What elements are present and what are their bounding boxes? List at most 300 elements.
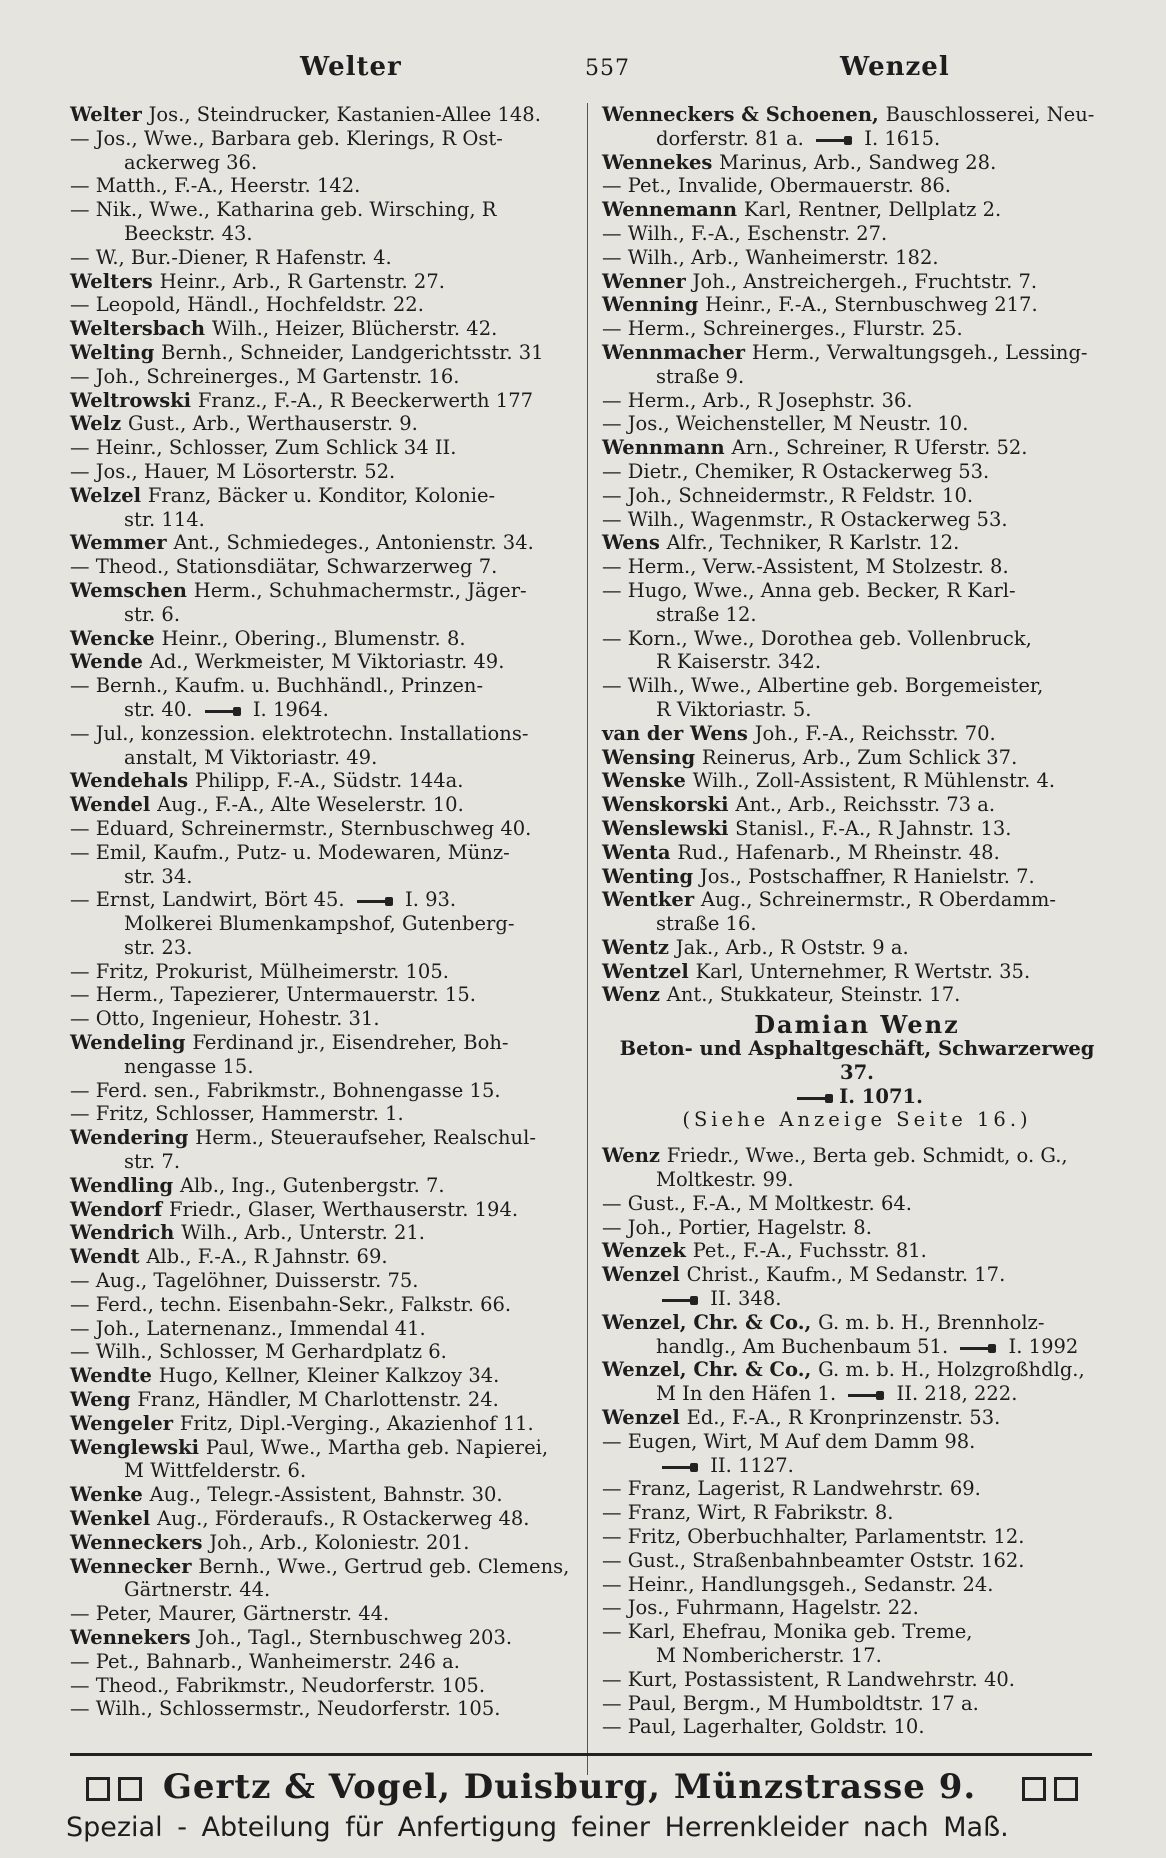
entry-first-line xyxy=(602,1715,1112,1739)
entry-continuation xyxy=(70,603,570,627)
directory-entry xyxy=(70,1364,570,1388)
entry-text: — Ferd. sen., Fabrikmstr., Bohnengasse 15. xyxy=(70,1078,501,1102)
directory-entry xyxy=(602,174,1112,198)
entry-surname: Wende xyxy=(70,650,150,674)
entry-continuation xyxy=(602,698,1112,722)
directory-entry xyxy=(70,103,570,127)
entry-first-line xyxy=(602,865,1112,889)
entry-text: M Wittfelderstr. 6. xyxy=(124,1459,307,1483)
entry-text: — Wilh., Schlossermstr., Neudorferstr. 105. xyxy=(70,1697,501,1721)
footer-advert-tagline: Spezial - Abteilung für Anfertigung feiner Herrenkleider nach Maß. xyxy=(66,1812,1009,1843)
entry-first-line xyxy=(70,1269,570,1293)
entry-text: Arn., Schreiner, R Uferstr. 52. xyxy=(731,436,1028,460)
entry-first-line xyxy=(70,1483,570,1507)
entry-text: M Nombericherstr. 17. xyxy=(656,1644,882,1667)
directory-entry xyxy=(602,1263,1112,1311)
entry-text: — Karl, Ehefrau, Monika geb. Treme, xyxy=(602,1620,973,1644)
advert-subtitle: Beton- und Asphaltgeschäft, Schwarzerweg 37. xyxy=(619,1037,1095,1084)
directory-entry xyxy=(70,1102,570,1126)
directory-entry xyxy=(70,365,570,389)
entry-first-line xyxy=(70,1340,570,1364)
entry-text: str. 34. xyxy=(124,864,193,888)
entry-first-line xyxy=(70,1221,570,1245)
entry-text: R Kaiserstr. 342. xyxy=(656,650,822,674)
entry-text: — Aug., Tagelöhner, Duisserstr. 75. xyxy=(70,1269,419,1293)
entry-text: anstalt, M Viktoriastr. 49. xyxy=(124,745,378,769)
left-column xyxy=(70,103,570,1721)
entry-surname: Wens xyxy=(602,531,667,555)
entry-text: — Korn., Wwe., Dorothea geb. Vollenbruck, xyxy=(602,626,1032,650)
directory-entry xyxy=(70,722,570,770)
entry-text: — Herm., Schreinerges., Flurstr. 25. xyxy=(602,317,963,341)
entry-text: Philipp, F.-A., Südstr. 144a. xyxy=(194,769,464,793)
entry-text: — Heinr., Handlungsgeh., Sedanstr. 24. xyxy=(602,1572,994,1596)
entry-first-line xyxy=(70,460,570,484)
entry-first-line xyxy=(70,627,570,651)
entry-text: Aug., Förderaufs., R Ostackerweg 48. xyxy=(157,1507,530,1531)
entry-surname: Welters xyxy=(70,269,160,293)
entry-first-line xyxy=(70,270,570,294)
entry-surname: Wennmacher xyxy=(602,340,752,364)
entry-text: — Joh., Schreinerges., M Gartenstr. 16. xyxy=(70,364,460,388)
entry-continuation xyxy=(70,151,570,175)
entry-surname: Wennmann xyxy=(602,436,732,460)
entry-surname: Welz xyxy=(70,412,128,436)
entry-first-line xyxy=(70,650,570,674)
directory-entry xyxy=(70,436,570,460)
entry-first-line xyxy=(602,460,1112,484)
entry-first-line xyxy=(602,817,1112,841)
entry-first-line xyxy=(70,841,570,865)
entry-text: Wilh., Heizer, Blücherstr. 42. xyxy=(211,317,498,341)
entry-surname: Wenzel xyxy=(602,1406,687,1430)
entry-first-line xyxy=(70,1198,570,1222)
entry-text: Gust., Arb., Werthauserstr. 9. xyxy=(128,412,418,436)
entry-first-line xyxy=(602,888,1112,912)
header-right-word: Wenzel xyxy=(840,52,950,82)
footer-advert-headline xyxy=(86,1767,1086,1807)
entry-text: Alfr., Techniker, R Karlstr. 12. xyxy=(666,531,960,555)
entry-text: Karl, Rentner, Dellplatz 2. xyxy=(743,198,1002,222)
entry-first-line xyxy=(602,412,1112,436)
entry-first-line xyxy=(602,1525,1112,1549)
entry-text: Jak., Arb., R Oststr. 9 a. xyxy=(675,935,909,959)
entry-surname: Wennekes xyxy=(602,150,720,174)
entry-first-line xyxy=(70,1007,570,1031)
directory-entry xyxy=(70,127,570,175)
directory-entry xyxy=(602,1692,1112,1716)
entry-surname: Wenneckers & Schoenen, xyxy=(602,103,886,126)
entry-surname: Wencke xyxy=(70,626,162,650)
entry-first-line xyxy=(602,627,1112,651)
entry-text: — Joh., Portier, Hagelstr. 8. xyxy=(602,1215,872,1239)
entry-first-line xyxy=(602,579,1112,603)
entry-surname: Wenneckers xyxy=(70,1530,210,1554)
entry-first-line xyxy=(602,198,1112,222)
page-header xyxy=(0,52,1166,92)
entry-text: Hugo, Kellner, Kleiner Kalkzoy 34. xyxy=(158,1364,500,1388)
entry-surname: Wennecker xyxy=(70,1554,199,1578)
entry-first-line xyxy=(602,1430,1112,1454)
entry-surname: Wemmer xyxy=(70,531,174,555)
entry-text: — Fritz, Oberbuchhalter, Parlamentstr. 12. xyxy=(602,1525,1025,1549)
directory-entry xyxy=(602,1144,1112,1192)
entry-first-line xyxy=(602,841,1112,865)
entry-text: straße 12. xyxy=(656,602,757,626)
entry-continuation xyxy=(602,365,1112,389)
directory-entry xyxy=(602,103,1112,151)
directory-entry xyxy=(70,246,570,270)
directory-entry xyxy=(70,793,570,817)
directory-entry xyxy=(70,1436,570,1484)
directory-entry xyxy=(602,936,1112,960)
directory-entry xyxy=(602,1216,1112,1240)
entry-first-line xyxy=(70,1436,570,1460)
entry-first-line xyxy=(70,1079,570,1103)
entry-text: II. 1127. xyxy=(656,1454,794,1477)
entry-continuation xyxy=(70,865,570,889)
directory-entry xyxy=(70,389,570,413)
entry-first-line xyxy=(602,484,1112,508)
directory-entry xyxy=(70,317,570,341)
telephone-icon xyxy=(848,1391,884,1400)
right-column xyxy=(602,103,1112,1739)
entry-first-line xyxy=(602,317,1112,341)
entry-first-line xyxy=(602,1311,1112,1335)
entry-first-line xyxy=(70,1364,570,1388)
entry-first-line xyxy=(602,1406,1112,1430)
entry-surname: Wennemann xyxy=(602,198,744,222)
directory-entry xyxy=(70,174,570,198)
entry-first-line xyxy=(602,1216,1112,1240)
entry-first-line xyxy=(70,103,570,127)
entry-first-line xyxy=(70,1697,570,1721)
entry-first-line xyxy=(602,1192,1112,1216)
directory-entry xyxy=(602,793,1112,817)
directory-entry xyxy=(602,983,1112,1007)
directory-entry xyxy=(602,960,1112,984)
entry-text: Bauschlosserei, Neu- xyxy=(885,103,1095,126)
directory-entry xyxy=(70,341,570,365)
directory-entry xyxy=(70,960,570,984)
entry-surname: Wentker xyxy=(602,888,701,912)
entry-first-line xyxy=(70,531,570,555)
entry-text: Molkerei Blumenkampshof, Gutenberg- xyxy=(124,912,515,936)
entry-text: G. m. b. H., Brennholz- xyxy=(818,1310,1045,1334)
entry-text: straße 16. xyxy=(656,912,757,936)
directory-entry xyxy=(70,198,570,246)
entry-continuation xyxy=(70,698,570,722)
entry-surname: Wenning xyxy=(602,293,706,317)
directory-entry xyxy=(70,1245,570,1269)
entry-text: ackerweg 36. xyxy=(124,150,258,174)
advert-title: Damian Wenz xyxy=(754,1010,960,1040)
entry-continuation xyxy=(602,912,1112,936)
entry-continuation xyxy=(602,1287,1112,1311)
directory-entry xyxy=(70,817,570,841)
directory-entry xyxy=(602,1501,1112,1525)
entry-text: — Theod., Stationsdiätar, Schwarzerweg 7. xyxy=(70,555,498,579)
entry-text: Beeckstr. 43. xyxy=(124,221,253,245)
entry-text: Joh., F.-A., Reichsstr. 70. xyxy=(754,721,996,745)
entry-text: nengasse 15. xyxy=(124,1054,254,1078)
entry-text: Heinr., Arb., R Gartenstr. 27. xyxy=(159,269,445,293)
entry-first-line xyxy=(70,412,570,436)
entry-first-line xyxy=(602,341,1112,365)
directory-entry xyxy=(602,1596,1112,1620)
entry-text: — Paul, Bergm., M Humboldtstr. 17 a. xyxy=(602,1691,979,1715)
directory-entry xyxy=(602,1620,1112,1668)
entry-continuation xyxy=(602,1168,1112,1192)
directory-entry xyxy=(602,1668,1112,1692)
entry-text: Bernh., Schneider, Landgerichtsstr. 31 xyxy=(161,340,544,364)
entry-text: — Herm., Verw.-Assistent, M Stolzestr. 8. xyxy=(602,555,1009,579)
directory-entry xyxy=(602,674,1112,722)
entry-first-line xyxy=(602,1358,1112,1382)
entry-text: — Dietr., Chemiker, R Ostackerweg 53. xyxy=(602,459,990,483)
directory-entry xyxy=(602,1311,1112,1359)
entry-first-line xyxy=(70,1317,570,1341)
entry-surname: Weltersbach xyxy=(70,317,212,341)
entry-first-line xyxy=(602,1263,1112,1287)
entry-continuation xyxy=(70,936,570,960)
entry-text: — Leopold, Händl., Hochfeldstr. 22. xyxy=(70,293,424,317)
entry-text: Karl, Unternehmer, R Wertstr. 35. xyxy=(695,959,1031,983)
entry-first-line xyxy=(70,817,570,841)
page-number: 557 xyxy=(585,56,630,81)
entry-surname: Wendrich xyxy=(70,1221,182,1245)
entry-first-line xyxy=(602,674,1112,698)
entry-text: — Peter, Maurer, Gärtnerstr. 44. xyxy=(70,1602,390,1626)
directory-entry xyxy=(602,270,1112,294)
entry-first-line xyxy=(70,579,570,603)
directory-entry xyxy=(70,1626,570,1650)
directory-entry xyxy=(70,888,570,959)
entry-surname: Wenz xyxy=(602,983,667,1007)
entry-text: — Hugo, Wwe., Anna geb. Becker, R Karl- xyxy=(602,578,1016,602)
entry-surname: Wenzek xyxy=(602,1239,693,1263)
directory-entry xyxy=(70,293,570,317)
entry-surname: Wenting xyxy=(602,864,700,888)
entry-surname: Wendte xyxy=(70,1364,159,1388)
entry-continuation xyxy=(70,508,570,532)
footer-rule xyxy=(70,1753,1092,1756)
entry-surname: Wenslewski xyxy=(602,816,736,840)
entry-text: Aug., Schreinermstr., R Oberdamm- xyxy=(700,888,1056,912)
directory-entry xyxy=(602,389,1112,413)
entry-first-line xyxy=(602,270,1112,294)
directory-entry xyxy=(602,817,1112,841)
directory-entry xyxy=(70,769,570,793)
entry-surname: Wentz xyxy=(602,935,676,959)
entry-first-line xyxy=(602,389,1112,413)
directory-entry xyxy=(602,865,1112,889)
entry-first-line xyxy=(70,174,570,198)
directory-entry xyxy=(70,1674,570,1698)
entry-text: Paul, Wwe., Martha geb. Napierei, xyxy=(205,1435,549,1459)
entry-first-line xyxy=(602,222,1112,246)
entry-text: Herm., Verwaltungsgeh., Lessing- xyxy=(751,340,1088,364)
directory-entry xyxy=(602,1549,1112,1573)
entry-surname: Wennekers xyxy=(70,1626,198,1649)
directory-entry xyxy=(602,531,1112,555)
directory-entry xyxy=(70,1507,570,1531)
directory-entry xyxy=(602,1406,1112,1430)
entry-first-line xyxy=(602,555,1112,579)
column-divider xyxy=(587,103,588,1775)
directory-entry xyxy=(602,317,1112,341)
entry-first-line xyxy=(70,484,570,508)
directory-entry xyxy=(602,460,1112,484)
entry-continuation xyxy=(602,1335,1112,1359)
entry-text: Ant., Schmiedeges., Antonienstr. 34. xyxy=(173,531,534,555)
entry-first-line xyxy=(70,674,570,698)
entry-first-line xyxy=(70,1626,570,1650)
entry-surname: Wenner xyxy=(602,269,693,293)
directory-entry xyxy=(70,1602,570,1626)
entry-text: — Wilh., Arb., Wanheimerstr. 182. xyxy=(602,245,939,269)
directory-entry xyxy=(602,1715,1112,1739)
entry-text: Aug., Telegr.-Assistent, Bahnstr. 30. xyxy=(149,1483,503,1507)
entry-text: — Herm., Arb., R Josephstr. 36. xyxy=(602,388,913,412)
directory-entry xyxy=(602,341,1112,389)
entry-text: straße 9. xyxy=(656,364,745,388)
entry-surname: Wenz xyxy=(602,1144,667,1168)
entry-first-line xyxy=(70,793,570,817)
entry-text: — W., Bur.-Diener, R Hafenstr. 4. xyxy=(70,245,392,269)
entry-text: handlg., Am Buchenbaum 51. I. 1992 xyxy=(656,1334,1079,1358)
telephone-icon xyxy=(205,707,241,716)
entry-text: R Viktoriastr. 5. xyxy=(656,697,812,721)
entry-surname: Wenskorski xyxy=(602,793,736,817)
entry-text: Jos., Steindrucker, Kastanien-Allee 148. xyxy=(148,103,541,126)
entry-text: Ferdinand jr., Eisendreher, Boh- xyxy=(192,1031,509,1055)
directory-entry xyxy=(70,1269,570,1293)
entry-first-line xyxy=(70,769,570,793)
entry-first-line xyxy=(70,983,570,1007)
entry-text: — Heinr., Schlosser, Zum Schlick 34 II. xyxy=(70,436,457,460)
entry-text: Heinr., Obering., Blumenstr. 8. xyxy=(161,626,466,650)
entry-first-line xyxy=(602,983,1112,1007)
entry-text: II. 348. xyxy=(656,1287,781,1310)
entry-first-line xyxy=(602,293,1112,317)
entry-surname: Wendt xyxy=(70,1245,147,1269)
telephone-icon xyxy=(797,1094,833,1103)
entry-text: str. 40. I. 1964. xyxy=(124,697,329,721)
entry-first-line xyxy=(70,293,570,317)
directory-entry xyxy=(70,1555,570,1603)
directory-entry xyxy=(70,1483,570,1507)
telephone-icon xyxy=(662,1463,698,1472)
entry-text: — Theod., Fabrikmstr., Neudorferstr. 105. xyxy=(70,1673,486,1697)
directory-entry xyxy=(70,531,570,555)
entry-text: — Jul., konzession. elektrotechn. Installations- xyxy=(70,721,529,745)
entry-first-line xyxy=(602,1573,1112,1597)
entry-text: — Pet., Invalide, Obermauerstr. 86. xyxy=(602,174,952,198)
entry-continuation xyxy=(602,127,1112,151)
entry-text: Joh., Anstreichergeh., Fruchtstr. 7. xyxy=(692,269,1038,293)
directory-entry xyxy=(70,1650,570,1674)
directory-entry xyxy=(70,579,570,627)
entry-text: Alb., F.-A., R Jahnstr. 69. xyxy=(146,1245,388,1269)
entry-text: Moltkestr. 99. xyxy=(656,1168,794,1192)
entry-surname: van der Wens xyxy=(602,721,755,745)
entry-surname: Wenke xyxy=(70,1483,150,1507)
telephone-icon xyxy=(960,1344,996,1353)
entry-text: Reinerus, Arb., Zum Schlick 37. xyxy=(701,745,1018,769)
directory-entry xyxy=(70,841,570,889)
entry-first-line xyxy=(602,769,1112,793)
entry-text: Herm., Steueraufseher, Realschul- xyxy=(195,1126,536,1150)
entry-continuation xyxy=(602,1644,1112,1668)
entry-text: — Ferd., techn. Eisenbahn-Sekr., Falkstr. 66. xyxy=(70,1292,512,1316)
header-left-word: Welter xyxy=(300,52,402,82)
entry-first-line xyxy=(70,1388,570,1412)
directory-entry xyxy=(602,484,1112,508)
entry-text: — Fritz, Schlosser, Hammerstr. 1. xyxy=(70,1102,404,1126)
directory-entry xyxy=(602,1573,1112,1597)
directory-entry xyxy=(602,1430,1112,1478)
entry-first-line xyxy=(70,1293,570,1317)
entry-first-line xyxy=(602,1477,1112,1501)
entry-first-line xyxy=(602,1668,1112,1692)
entry-first-line xyxy=(70,1555,570,1579)
entry-text: — Emil, Kaufm., Putz- u. Modewaren, Münz- xyxy=(70,840,510,864)
entry-text: G. m. b. H., Holzgroßhdlg., xyxy=(818,1358,1085,1382)
advert-damian-wenz xyxy=(602,1010,1112,1132)
entry-first-line xyxy=(70,1674,570,1698)
directory-entry xyxy=(602,222,1112,246)
entry-text: — Wilh., F.-A., Eschenstr. 27. xyxy=(602,221,888,245)
entry-text: — Gust., Straßenbahnbeamter Oststr. 162. xyxy=(602,1548,1025,1572)
entry-first-line xyxy=(70,1507,570,1531)
entry-continuation xyxy=(70,1578,570,1602)
directory-entry xyxy=(602,1239,1112,1263)
entry-text: Stanisl., F.-A., R Jahnstr. 13. xyxy=(735,816,1012,840)
entry-text: — Ernst, Landwirt, Bört 45. I. 93. xyxy=(70,888,457,912)
directory-entry xyxy=(70,627,570,651)
entry-continuation xyxy=(602,1382,1112,1406)
entry-text: Joh., Arb., Koloniestr. 201. xyxy=(209,1530,470,1554)
directory-entry xyxy=(70,270,570,294)
entry-text: — Joh., Laternenanz., Immendal 41. xyxy=(70,1316,426,1340)
entry-first-line xyxy=(70,127,570,151)
entry-text: Ed., F.-A., R Kronprinzenstr. 53. xyxy=(686,1406,1001,1430)
entry-text: Ad., Werkmeister, M Viktoriastr. 49. xyxy=(149,650,505,674)
entry-first-line xyxy=(602,151,1112,175)
entry-surname: Wendorf xyxy=(70,1197,169,1221)
entry-first-line xyxy=(602,174,1112,198)
entry-text: — Pet., Bahnarb., Wanheimerstr. 246 a. xyxy=(70,1649,460,1673)
entry-text: Jos., Postschaffner, R Hanielstr. 7. xyxy=(699,864,1035,888)
entry-surname: Wendehals xyxy=(70,769,195,793)
entry-text: Herm., Schuhmachermstr., Jäger- xyxy=(193,578,527,602)
entry-first-line xyxy=(70,722,570,746)
entry-first-line xyxy=(70,960,570,984)
entry-first-line xyxy=(602,1596,1112,1620)
directory-entry xyxy=(70,1174,570,1198)
entry-surname: Welting xyxy=(70,340,162,364)
entry-text: — Kurt, Postassistent, R Landwehrstr. 40. xyxy=(602,1667,1015,1691)
entry-first-line xyxy=(70,317,570,341)
telephone-icon xyxy=(357,897,393,906)
entry-first-line xyxy=(70,1174,570,1198)
directory-entry xyxy=(70,1293,570,1317)
entry-first-line xyxy=(602,722,1112,746)
entry-first-line xyxy=(70,1602,570,1626)
entry-surname: Weng xyxy=(70,1388,138,1412)
entry-surname: Wengeler xyxy=(70,1411,180,1435)
